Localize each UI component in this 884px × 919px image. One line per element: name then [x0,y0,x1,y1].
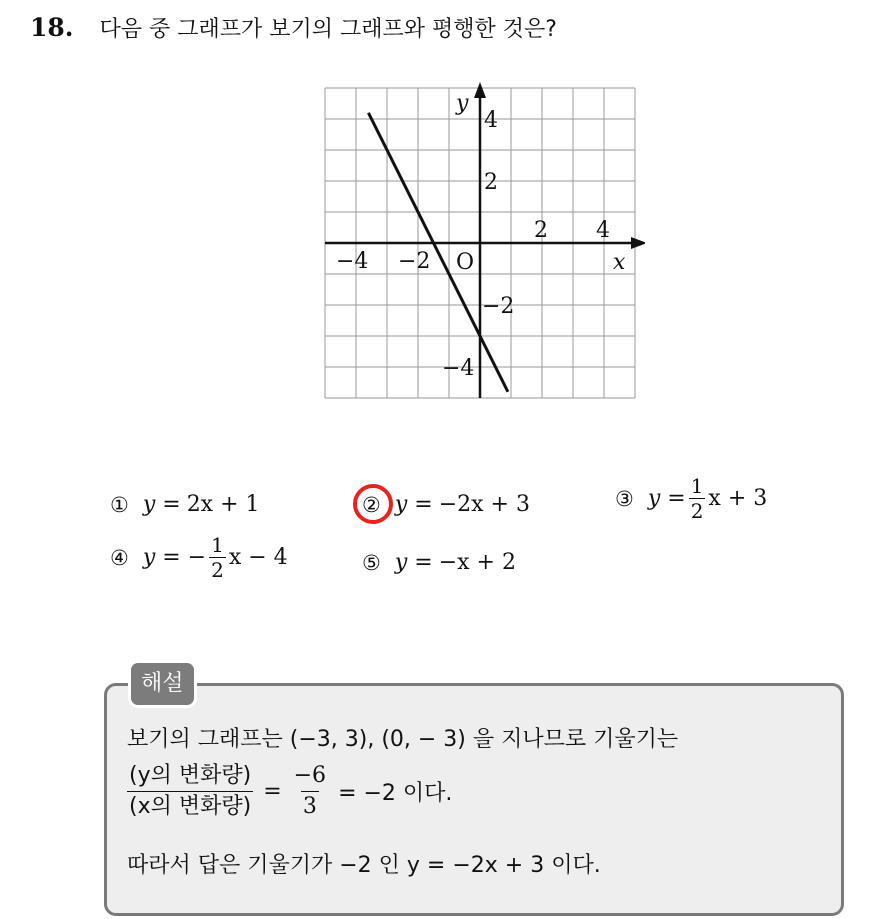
choice-mark: ③ [615,486,634,511]
solution-tab: 해설 [128,660,197,708]
choice-mark: ② [362,492,381,517]
choice-mark: ⑤ [362,550,381,575]
choice-rhs: x − 4 [228,545,288,570]
y-tick-label: 4 [484,108,498,133]
y-tick-label: −4 [442,356,475,381]
choice-rhs: 2x + 1 [186,492,260,517]
fraction [689,476,706,521]
question-number: 18. [30,13,74,42]
x-axis-arrow [631,237,645,249]
choice-2[interactable] [362,492,530,517]
solution-result: = −2 이다. [338,781,453,807]
value-denominator: 3 [301,791,319,819]
fraction-denominator: 2 [690,499,704,523]
solution-line-1: 보기의 그래프는 (−3, 3), (0, − 3) 을 지나므로 기울기는 [127,727,679,752]
fraction [209,535,226,580]
y-tick-label: −2 [482,294,515,319]
choice-5[interactable] [362,550,516,575]
choice-lhs: y = [647,486,686,511]
choice-4[interactable] [110,535,288,580]
question-title [30,12,557,43]
choice-mark: ④ [110,545,129,570]
y-axis-arrow [474,82,486,98]
fraction-numerator: 1 [211,533,224,557]
y-axis-label: y [456,91,469,116]
value-fraction [292,764,328,819]
x-tick-label: −2 [398,249,431,274]
solution-line-3: 따라서 답은 기울기가 −2 인 y = −2x + 3 이다. [127,853,601,878]
fraction-numerator: 1 [690,474,704,498]
y-tick-label: 2 [484,170,498,195]
choice-lhs: y = [394,492,433,517]
solution-line-2 [127,764,452,819]
choice-lhs: y = − [142,545,207,570]
choice-rhs: x + 3 [708,486,768,511]
fraction-denominator: 2 [211,558,224,582]
x-tick-label: 2 [534,218,548,243]
x-axis-label: x [613,250,626,275]
choice-lhs: y = [394,550,433,575]
choice-rhs: −2x + 3 [438,492,530,517]
slope-denominator: (x의 변화량) [127,791,253,819]
choice-1[interactable] [110,492,260,517]
coordinate-graph [315,80,645,410]
x-tick-label: 4 [596,218,610,243]
equals-sign: = [263,779,282,805]
slope-fraction [127,764,253,819]
origin-label: O [456,250,475,275]
choice-lhs: y = [142,492,181,517]
choice-mark: ① [110,492,129,517]
choice-rhs: −x + 2 [438,550,516,575]
question-text: 다음 중 그래프가 보기의 그래프와 평행한 것은? [99,17,557,42]
graph-line [368,113,508,392]
slope-numerator: (y의 변화량) [129,763,252,788]
choice-3[interactable] [615,476,767,521]
value-numerator: −6 [293,763,327,788]
x-tick-label: −4 [336,249,369,274]
